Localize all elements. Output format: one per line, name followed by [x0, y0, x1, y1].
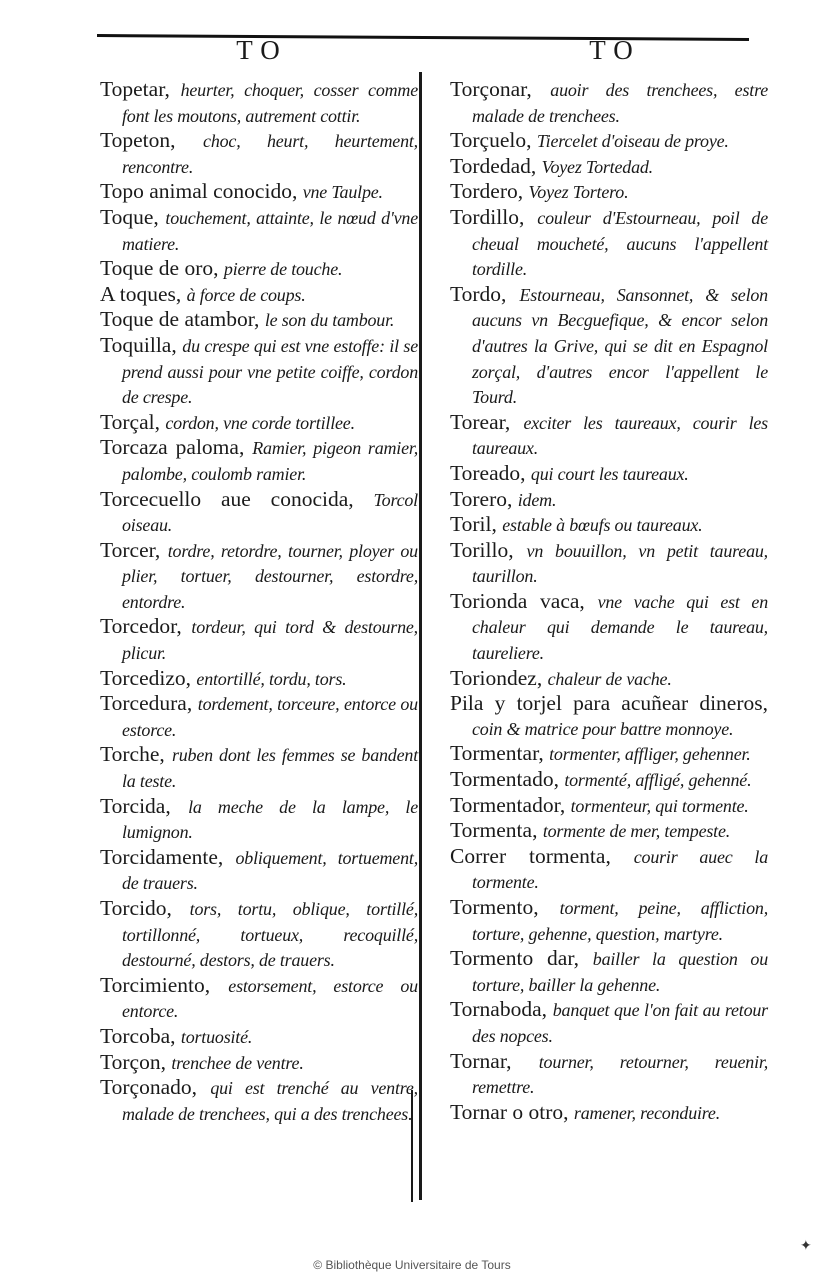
entry-definition: idem. — [517, 489, 557, 510]
entry-headword: Torcido, — [100, 896, 190, 920]
dictionary-entry — [100, 845, 418, 896]
entry-headword: Torçuelo, — [450, 128, 537, 153]
dictionary-entry — [100, 614, 418, 665]
entry-definition: Torcol oiseau. — [122, 489, 418, 536]
entry-definition: tormenteur, qui tormente. — [570, 795, 749, 816]
running-head-left: TO — [236, 35, 288, 65]
dictionary-entry — [100, 1024, 418, 1050]
dictionary-entry — [450, 589, 768, 666]
dictionary-entry — [100, 538, 418, 615]
dictionary-entry — [450, 691, 768, 741]
entry-headword: Tormentador, — [450, 792, 571, 817]
entry-headword: Tordo, — [450, 281, 520, 306]
dictionary-entry — [100, 896, 418, 973]
entry-headword: A toques, — [100, 281, 187, 306]
entry-definition: vne Taulpe. — [302, 182, 383, 203]
entry-definition: qui est trenché au ventre, malade de trenchees, qui a des trenchees. — [122, 1078, 418, 1124]
entry-headword: Tordero, — [450, 179, 529, 204]
column-divider — [419, 72, 422, 1200]
dictionary-entry — [100, 333, 418, 410]
dictionary-entry — [100, 282, 418, 308]
entry-definition: estable à bœufs ou taureaux. — [502, 515, 703, 536]
left-column — [100, 77, 418, 1126]
dictionary-entry — [450, 818, 768, 844]
entry-headword: Torillo, — [450, 537, 527, 562]
entry-headword: Toriondez, — [450, 665, 548, 690]
entry-definition: vne vache qui est en chaleur qui demande le taureau, taureliere. — [472, 591, 768, 664]
entry-headword: Torcoba, — [100, 1023, 181, 1048]
dictionary-entry — [100, 487, 418, 538]
entry-headword: Torcidamente, — [100, 844, 236, 869]
entry-headword: Torcimiento, — [100, 972, 229, 997]
entry-headword: Correr tormenta, — [450, 843, 634, 868]
entry-definition: couleur d'Estourneau, poil de cheual moucheté, aucuns l'appellent tordille. — [472, 207, 768, 280]
dictionary-entry — [100, 128, 418, 179]
entry-definition: tormenté, affligé, gehenné. — [564, 770, 752, 791]
entry-definition: ruben dont les femmes se bandent la teste. — [122, 745, 418, 792]
entry-headword: Topo animal conocido, — [100, 179, 303, 204]
entry-definition: obliquement, tortuement, de trauers. — [122, 847, 418, 894]
entry-headword: Torionda vaca, — [450, 588, 598, 613]
dictionary-entry — [450, 666, 768, 692]
dictionary-entry — [100, 77, 418, 128]
margin-mark: ✦ — [800, 1238, 812, 1254]
entry-definition: torment, peine, affliction, torture, gehenne, question, martyre. — [472, 898, 769, 944]
entry-headword: Tormentado, — [450, 767, 565, 792]
entry-definition: touchement, attainte, le nœud d'vne matiere. — [122, 207, 418, 254]
dictionary-entry — [450, 946, 768, 997]
entry-headword: Toreado, — [450, 460, 531, 485]
entry-headword: Topeton, — [100, 128, 204, 153]
entry-definition: ramener, reconduire. — [573, 1102, 721, 1123]
entry-headword: Pila y torjel para acuñear dineros, — [450, 691, 768, 716]
dictionary-entry — [100, 1050, 418, 1076]
entry-definition: tortuosité. — [180, 1026, 253, 1047]
dictionary-entry — [450, 1049, 768, 1100]
entry-definition: tordre, retordre, tourner, ployer ou plier, tortuer, destourner, estordre, entordre. — [122, 540, 418, 612]
entry-headword: Tornaboda, — [450, 997, 553, 1022]
entry-definition: tormente de mer, tempeste. — [542, 821, 731, 842]
entry-definition: trenchee de ventre. — [171, 1052, 304, 1073]
dictionary-entry — [450, 512, 768, 538]
entry-headword: Torçonado, — [100, 1075, 211, 1100]
entry-definition: auoir des trenchees, estre malade de trenchees. — [472, 80, 768, 126]
dictionary-entry — [100, 1075, 418, 1126]
entry-headword: Tormenta, — [450, 818, 543, 843]
entry-definition: la meche de la lampe, le lumignon. — [122, 796, 418, 843]
entry-definition: cordon, vne corde tortillee. — [165, 412, 355, 433]
entry-definition: Voyez Tortedad. — [541, 156, 653, 177]
dictionary-entry — [100, 410, 418, 436]
dictionary-entry — [450, 538, 768, 589]
entry-definition: Ramier, pigeon ramier, palombe, coulomb ramier. — [122, 438, 418, 484]
entry-headword: Tormentar, — [450, 741, 550, 766]
entry-definition: tordement, torceure, entorce ou estorce. — [122, 694, 418, 740]
dictionary-entry — [100, 307, 418, 333]
dictionary-entry — [100, 666, 418, 692]
dictionary-entry — [450, 741, 768, 767]
running-head-right: TO — [589, 35, 641, 65]
entry-headword: Tornar, — [450, 1048, 539, 1073]
dictionary-entry — [100, 973, 418, 1024]
entry-headword: Toque de oro, — [100, 256, 224, 281]
entry-headword: Torçonar, — [450, 77, 551, 101]
dictionary-entry — [450, 844, 768, 895]
entry-definition: exciter les taureaux, courir les taureaux. — [472, 412, 768, 459]
entry-headword: Toque, — [100, 204, 166, 229]
dictionary-entry — [450, 997, 768, 1048]
dictionary-entry — [450, 128, 768, 154]
entry-headword: Tornar o otro, — [450, 1099, 574, 1124]
dictionary-entry — [450, 205, 768, 282]
entry-headword: Torero, — [450, 486, 518, 511]
dictionary-entry — [450, 487, 768, 513]
entry-definition: choc, heurt, heurtement, rencontre. — [122, 131, 418, 177]
dictionary-entry — [450, 461, 768, 487]
entry-definition: tordeur, qui tord & destourne, plicur. — [122, 617, 418, 664]
entry-definition: chaleur de vache. — [547, 668, 672, 689]
dictionary-entry — [450, 895, 768, 946]
dictionary-entry — [100, 742, 418, 793]
entry-headword: Tordillo, — [450, 204, 538, 229]
entry-definition: estorsement, estorce ou entorce. — [122, 975, 418, 1022]
entry-headword: Tormento dar, — [450, 946, 593, 971]
entry-definition: bailler la question ou torture, bailler la gehenne. — [472, 949, 768, 995]
right-column — [450, 77, 768, 1125]
entry-definition: banquet que l'on fait au retour des nopces. — [472, 1000, 768, 1046]
entry-headword: Torcer, — [100, 537, 168, 562]
entry-headword: Torcedizo, — [100, 665, 197, 690]
entry-definition: qui court les taureaux. — [530, 463, 689, 484]
dictionary-entry — [450, 77, 768, 128]
dictionary-entry — [100, 256, 418, 282]
entry-definition: Tiercelet d'oiseau de proye. — [536, 131, 729, 152]
dictionary-entry — [100, 205, 418, 256]
entry-definition: tourner, retourner, reuenir, remettre. — [472, 1051, 768, 1098]
dictionary-entry — [100, 179, 418, 205]
dictionary-entry — [100, 691, 418, 742]
entry-headword: Toquilla, — [100, 332, 183, 357]
entry-headword: Torçal, — [100, 409, 166, 434]
entry-headword: Torche, — [100, 742, 172, 767]
dictionary-entry — [100, 435, 418, 486]
dictionary-entry — [450, 767, 768, 793]
entry-definition: le son du tambour. — [264, 310, 395, 331]
entry-headword: Torcida, — [100, 793, 189, 818]
entry-headword: Toril, — [450, 512, 503, 537]
entry-headword: Torcaza paloma, — [100, 435, 253, 460]
entry-definition: heurter, choquer, cosser comme font les moutons, autrement cottir. — [122, 80, 419, 126]
entry-definition: courir auec la tormente. — [472, 846, 768, 893]
dictionary-entry — [450, 410, 768, 461]
entry-definition: à force de coups. — [186, 284, 306, 305]
entry-headword: Torcedor, — [100, 614, 192, 639]
entry-headword: Torcedura, — [100, 691, 198, 716]
entry-headword: Torcecuello aue conocida, — [100, 486, 374, 511]
dictionary-entry — [450, 154, 768, 180]
dictionary-entry — [450, 793, 768, 819]
entry-definition: Estourneau, Sansonnet, & selon aucuns vn Becguefique, & encor selon d'autres la Grive, qui se dit en Espagnol zorçal, d'autres encor l'appellent le Tourd. — [472, 284, 768, 408]
copyright-footer: © Bibliothèque Universitaire de Tours — [313, 1258, 511, 1272]
entry-headword: Torçon, — [100, 1049, 172, 1074]
entry-definition: coin & matrice pour battre monnoye. — [472, 718, 734, 739]
dictionary-entry — [450, 1100, 768, 1126]
entry-headword: Topetar, — [100, 77, 181, 101]
entry-definition: pierre de touche. — [223, 259, 343, 280]
entry-definition: tormenter, affliger, gehenner. — [549, 744, 751, 765]
entry-definition: Voyez Tortero. — [528, 182, 629, 203]
dictionary-entry — [450, 282, 768, 410]
entry-headword: Tormento, — [450, 895, 560, 919]
entry-headword: Toque de atambor, — [100, 307, 265, 332]
entry-definition: tors, tortu, oblique, tortillé, tortillonné, tortueux, recoquillé, destourné, destors, de trauers. — [122, 899, 418, 971]
entry-definition: du crespe qui est vne estoffe: il se prend aussi pour vne petite coiffe, cordon de crespe. — [122, 335, 418, 408]
dictionary-entry — [100, 794, 418, 845]
entry-headword: Tordedad, — [450, 153, 542, 178]
entry-headword: Torear, — [450, 409, 524, 434]
entry-definition: vn bouuillon, vn petit taureau, taurillon. — [472, 540, 768, 587]
entry-definition: entortillé, tordu, tors. — [196, 668, 347, 689]
dictionary-entry — [450, 179, 768, 205]
